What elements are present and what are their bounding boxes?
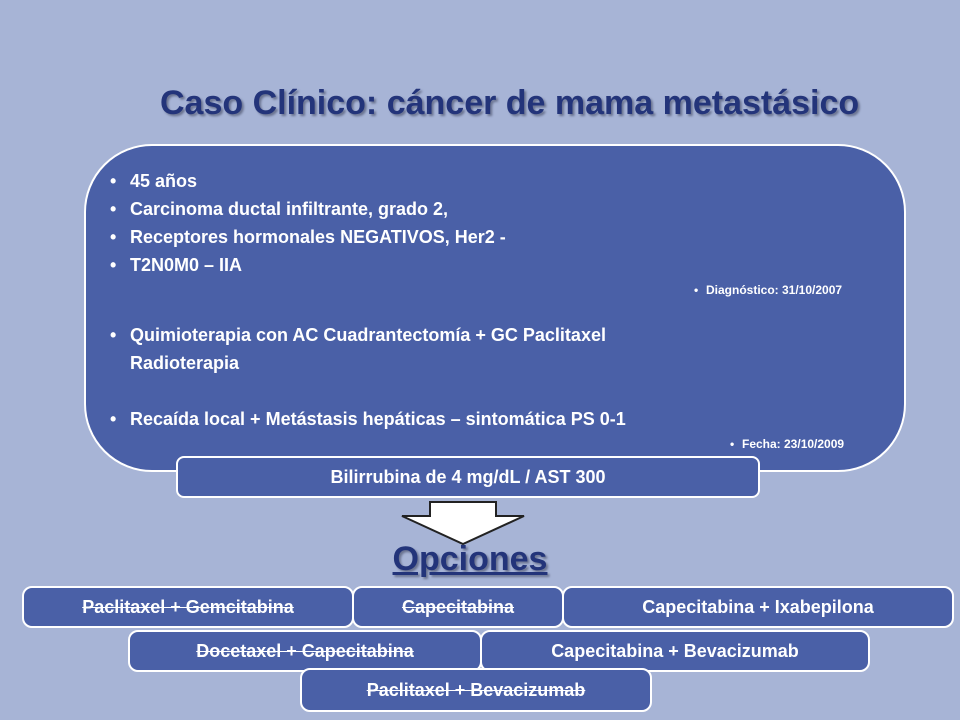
option-capecitabina-bevacizumab: Capecitabina + Bevacizumab xyxy=(480,630,870,672)
case-item: • T2N0M0 – IIA xyxy=(110,255,243,275)
diagnosis-date: • Diagnóstico: 31/10/2007 xyxy=(694,283,843,297)
lab-results-box: Bilirrubina de 4 mg/dL / AST 300 xyxy=(176,456,760,498)
case-item: • Receptores hormonales NEGATIVOS, Her2 - xyxy=(110,227,506,247)
option-docetaxel-capecitabina: Docetaxel + Capecitabina xyxy=(128,630,482,672)
options-title: Opciones xyxy=(392,540,548,578)
treatment-item: • Quimioterapia con AC Cuadrantectomía + GC Paclitaxel xyxy=(110,325,606,345)
case-summary-box xyxy=(84,144,906,472)
case-item: • Carcinoma ductal infiltrante, grado 2, xyxy=(110,199,449,219)
option-paclitaxel-bevacizumab: Paclitaxel + Bevacizumab xyxy=(300,668,652,712)
option-capecitabina-ixabepilona: Capecitabina + Ixabepilona xyxy=(562,586,954,628)
relapse-item: • Recaída local + Metástasis hepáticas – sintomática PS 0-1 xyxy=(110,409,626,429)
option-capecitabina: Capecitabina xyxy=(352,586,564,628)
relapse-date: • Fecha: 23/10/2009 xyxy=(730,437,845,451)
case-item: • 45 años xyxy=(110,171,198,191)
slide-title: Caso Clínico: cáncer de mama metastásico xyxy=(160,84,860,122)
treatment-item-cont: Radioterapia xyxy=(130,353,240,373)
option-paclitaxel-gemcitabina: Paclitaxel + Gemcitabina xyxy=(22,586,354,628)
